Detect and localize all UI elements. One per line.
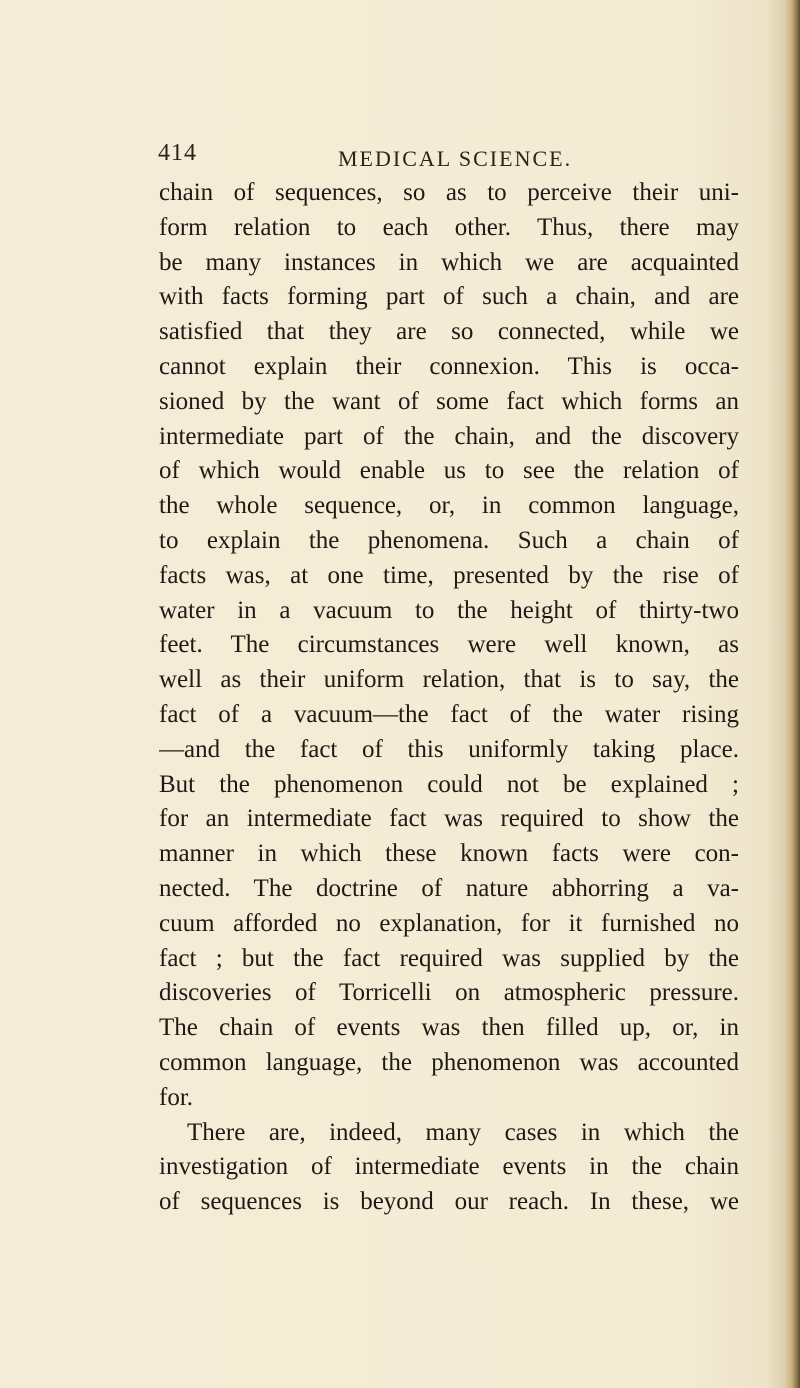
text-line: manner in which these known facts were con-: [159, 840, 739, 868]
page-number: 414: [158, 140, 197, 166]
running-head: [0, 140, 800, 180]
text-line: feet. The circumstances were well known, as: [159, 631, 739, 659]
text-line: form relation to each other. Thus, there may: [159, 213, 739, 241]
text-line: fact of a vacuum—the fact of the water rising: [159, 700, 739, 728]
text-line: fact ; but the fact required was supplied by the: [159, 944, 739, 972]
paragraph-start-line: There are, indeed, many cases in which the: [187, 1118, 739, 1146]
text-line: well as their uniform relation, that is to say, the: [159, 666, 739, 694]
book-binding-edge: [786, 0, 800, 1388]
text-line: The chain of events was then filled up, or, in: [159, 1014, 739, 1042]
text-line: of sequences is beyond our reach. In these, we: [159, 1188, 739, 1216]
running-title: MEDICAL SCIENCE.: [338, 146, 573, 171]
text-line: for an intermediate fact was required to show the: [159, 805, 739, 833]
text-line: of which would enable us to see the relation of: [159, 457, 739, 485]
text-line: satisfied that they are so connected, while we: [159, 318, 739, 346]
text-line: cuum afforded no explanation, for it furnished no: [159, 909, 739, 937]
text-line: discoveries of Torricelli on atmospheric pressure.: [159, 979, 739, 1007]
paragraph-end-line: for.: [159, 1083, 194, 1111]
text-line: investigation of intermediate events in the chain: [159, 1153, 739, 1181]
text-line: be many instances in which we are acquainted: [159, 248, 739, 276]
text-line: with facts forming part of such a chain, and are: [159, 283, 739, 311]
text-line: intermediate part of the chain, and the discovery: [159, 422, 739, 450]
text-line: —and the fact of this uniformly taking place.: [159, 735, 739, 763]
body-text: [159, 176, 739, 1220]
text-line: common language, the phenomenon was accounted: [159, 1048, 739, 1076]
text-line: water in a vacuum to the height of thirty-two: [159, 596, 739, 624]
text-line: the whole sequence, or, in common language,: [159, 492, 739, 520]
text-line: to explain the phenomena. Such a chain of: [159, 526, 739, 554]
text-line: nected. The doctrine of nature abhorring a va-: [159, 874, 739, 902]
text-line: sioned by the want of some fact which forms an: [159, 387, 739, 415]
text-line: chain of sequences, so as to perceive their uni-: [159, 179, 739, 206]
text-line: facts was, at one time, presented by the rise of: [159, 561, 739, 589]
text-line: cannot explain their connexion. This is occa-: [159, 352, 739, 380]
page-edge-shadow: [766, 0, 786, 1388]
text-line: But the phenomenon could not be explained ;: [159, 770, 739, 798]
